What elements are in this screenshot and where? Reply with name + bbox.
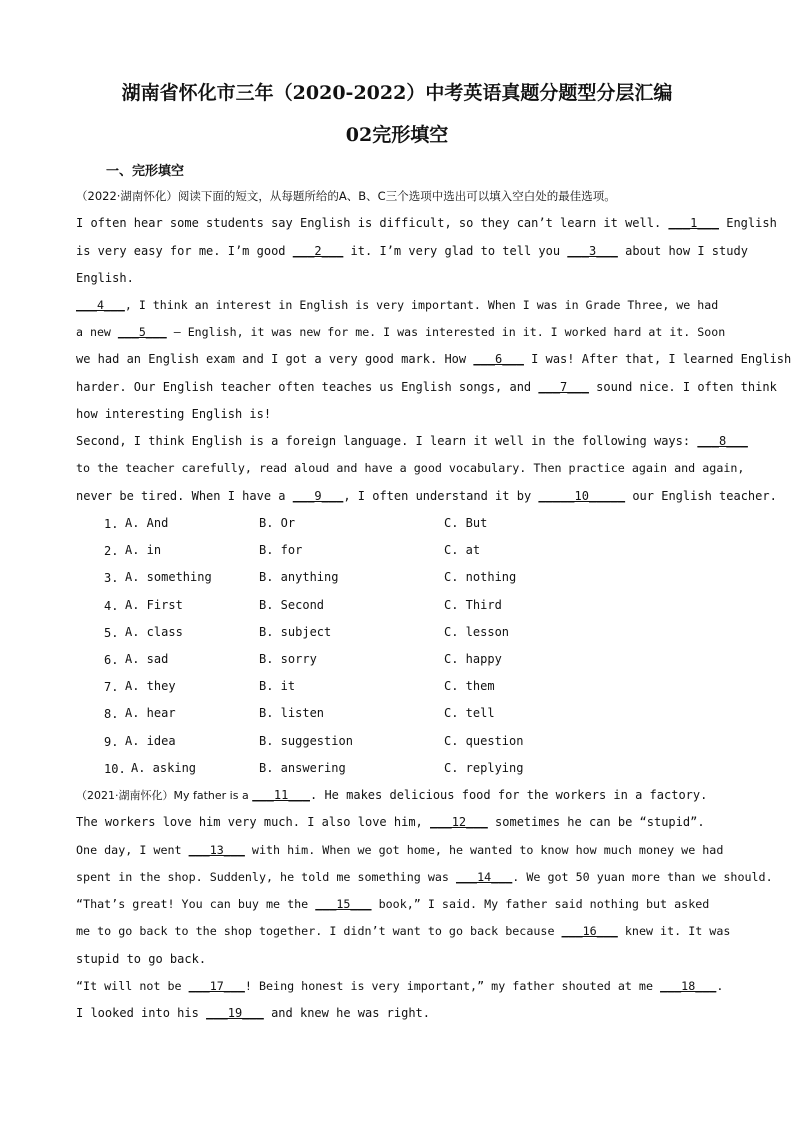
option-c: C. question bbox=[444, 734, 524, 748]
text-run: we had an English exam and I got a very good mark. How bbox=[76, 352, 474, 366]
passage2-line bbox=[76, 869, 773, 885]
passage2-line bbox=[76, 1005, 718, 1021]
text-run: The workers love him very much. I also love him, bbox=[76, 815, 431, 829]
text-run: a new bbox=[76, 325, 118, 339]
text-run: I was! After that, I learned English bbox=[523, 352, 792, 366]
question-number: 5. bbox=[104, 626, 119, 640]
blank-12: ___12___ bbox=[430, 815, 488, 829]
question-number: 8. bbox=[104, 707, 119, 721]
passage1-line bbox=[76, 433, 748, 449]
text-run: and knew he was right. bbox=[263, 1006, 431, 1020]
text-run: . We got 50 yuan more than we should. bbox=[512, 870, 773, 884]
passage1-line bbox=[76, 460, 745, 476]
passage2-line bbox=[76, 896, 718, 912]
text-run: it. I’m very glad to tell you bbox=[343, 244, 568, 258]
text-run: me to go back to the shop together. I didn’t want to go back because bbox=[76, 924, 562, 938]
text-run: is very easy for me. I’m good bbox=[76, 244, 293, 258]
passage2-line bbox=[76, 814, 718, 830]
passage2-line bbox=[76, 787, 718, 804]
text-run: “It will not be bbox=[76, 979, 189, 993]
option-c: C. happy bbox=[444, 652, 502, 666]
blank-14: ___14___ bbox=[455, 870, 513, 884]
text-run: with him. When we got home, he wanted to know how much money we had bbox=[244, 843, 724, 857]
text-run: , I often understand it by bbox=[343, 489, 539, 503]
blank-16: ___16___ bbox=[561, 924, 618, 938]
text-run: One day, I went bbox=[76, 843, 189, 857]
blank-17: ___17___ bbox=[188, 979, 245, 993]
option-c: C. nothing bbox=[444, 570, 517, 584]
option-a: A. idea bbox=[125, 734, 176, 748]
option-c: C. at bbox=[444, 543, 481, 557]
option-a: A. in bbox=[125, 543, 162, 557]
option-c: C. tell bbox=[444, 706, 495, 720]
blank-15: ___15___ bbox=[315, 897, 372, 911]
text-run: “That’s great! You can buy me the bbox=[76, 897, 316, 911]
option-b: B. anything bbox=[259, 570, 339, 584]
option-b: B. Second bbox=[259, 598, 325, 612]
option-c: C. them bbox=[444, 679, 495, 693]
blank-19: ___19___ bbox=[206, 1006, 264, 1020]
text-run: . bbox=[716, 979, 724, 993]
text-run: stupid to go back. bbox=[76, 952, 207, 966]
blank-18: ___18___ bbox=[660, 979, 717, 993]
question-number: 1. bbox=[104, 517, 119, 531]
passage2-line bbox=[76, 923, 731, 939]
option-b: B. sorry bbox=[259, 652, 317, 666]
option-a: A. class bbox=[125, 625, 183, 639]
option-a: A. something bbox=[125, 570, 212, 584]
text-run: knew it. It was bbox=[617, 924, 731, 938]
passage1-line bbox=[76, 297, 718, 313]
option-b: B. listen bbox=[259, 706, 325, 720]
blank-4: ___4___ bbox=[76, 298, 125, 312]
text-run: our English teacher. bbox=[625, 489, 777, 503]
passage1-line bbox=[76, 324, 726, 340]
document-title: 湖南省怀化市三年（2020-2022）中考英语真题分题型分层汇编 bbox=[121, 82, 673, 104]
text-run: （2021·湖南怀化）My father is a bbox=[76, 789, 253, 802]
question-number: 10. bbox=[104, 762, 126, 776]
text-run: never be tired. When I have a bbox=[76, 489, 293, 503]
passage1-line bbox=[76, 488, 777, 504]
passage1-line bbox=[76, 270, 718, 286]
option-b: B. for bbox=[259, 543, 303, 557]
question-number: 3. bbox=[104, 571, 119, 585]
option-b: B. suggestion bbox=[259, 734, 353, 748]
text-run: how interesting English is! bbox=[76, 407, 272, 421]
text-run: English. bbox=[76, 271, 134, 285]
question-number: 9. bbox=[104, 735, 119, 749]
option-a: A. hear bbox=[125, 706, 176, 720]
section-heading: 一、完形填空 bbox=[106, 164, 185, 179]
blank-2: ___2___ bbox=[292, 244, 344, 258]
passage2-line bbox=[76, 978, 724, 994]
option-c: C. But bbox=[444, 516, 488, 530]
text-run: — English, it was new for me. I was interested in it. I worked hard at it. Soon bbox=[166, 325, 726, 339]
blank-3: ___3___ bbox=[567, 244, 618, 258]
text-run: harder. Our English teacher often teaches us English songs, and bbox=[76, 380, 539, 394]
blank-9: ___9___ bbox=[292, 489, 344, 503]
blank-10: _____10_____ bbox=[538, 489, 626, 503]
option-b: B. Or bbox=[259, 516, 296, 530]
option-b: B. answering bbox=[259, 761, 346, 775]
text-run: book,” I said. My father said nothing but asked bbox=[371, 897, 710, 911]
option-a: A. sad bbox=[125, 652, 169, 666]
option-a: A. First bbox=[125, 598, 183, 612]
text-run: Second, I think English is a foreign language. I learn it well in the following ways: bbox=[76, 434, 698, 448]
blank-13: ___13___ bbox=[188, 843, 245, 857]
text-run: English bbox=[719, 216, 777, 230]
text-run: I often hear some students say English is difficult, so they can’t learn it well. bbox=[76, 216, 669, 230]
question-number: 2. bbox=[104, 544, 119, 558]
passage1-line bbox=[76, 379, 777, 395]
question-number: 6. bbox=[104, 653, 119, 667]
option-b: B. subject bbox=[259, 625, 332, 639]
text-run: spent in the shop. Suddenly, he told me something was bbox=[76, 870, 456, 884]
option-a: A. And bbox=[125, 516, 169, 530]
text-run: . He makes delicious food for the workers in a factory. bbox=[310, 788, 708, 802]
blank-11: ___11___ bbox=[252, 788, 310, 802]
passage1-line bbox=[76, 406, 718, 422]
passage1-line bbox=[76, 243, 748, 259]
text-run: sometimes he can be “stupid”. bbox=[487, 815, 705, 829]
question-number: 7. bbox=[104, 680, 119, 694]
text-run: I looked into his bbox=[76, 1006, 207, 1020]
passage2-line bbox=[76, 951, 718, 967]
passage1-intro: （2022·湖南怀化）阅读下面的短文，从每题所给的A、B、C三个选项中选出可以填入空白处的最佳选项。 bbox=[76, 189, 616, 203]
text-run: sound nice. I often think bbox=[588, 380, 777, 394]
option-b: B. it bbox=[259, 679, 296, 693]
passage1-line bbox=[76, 351, 792, 367]
passage1-line bbox=[76, 215, 777, 231]
option-c: C. lesson bbox=[444, 625, 510, 639]
option-a: A. they bbox=[125, 679, 176, 693]
question-number: 4. bbox=[104, 599, 119, 613]
blank-6: ___6___ bbox=[473, 352, 524, 366]
text-run: , I think an interest in English is very important. When I was in Grade Three, we had bbox=[124, 298, 719, 312]
blank-8: ___8___ bbox=[697, 434, 748, 448]
blank-1: ___1___ bbox=[668, 216, 719, 230]
option-c: C. Third bbox=[444, 598, 502, 612]
document-subtitle: 02完形填空 bbox=[345, 124, 449, 146]
text-run: about how I study bbox=[617, 244, 748, 258]
blank-5: ___5___ bbox=[117, 325, 167, 339]
blank-7: ___7___ bbox=[538, 380, 589, 394]
option-a: A. asking bbox=[131, 761, 197, 775]
passage2-line bbox=[76, 842, 724, 858]
text-run: to the teacher carefully, read aloud and have a good vocabulary. Then practice again and again, bbox=[76, 461, 745, 475]
text-run: ! Being honest is very important,” my father shouted at me bbox=[244, 979, 661, 993]
option-c: C. replying bbox=[444, 761, 524, 775]
